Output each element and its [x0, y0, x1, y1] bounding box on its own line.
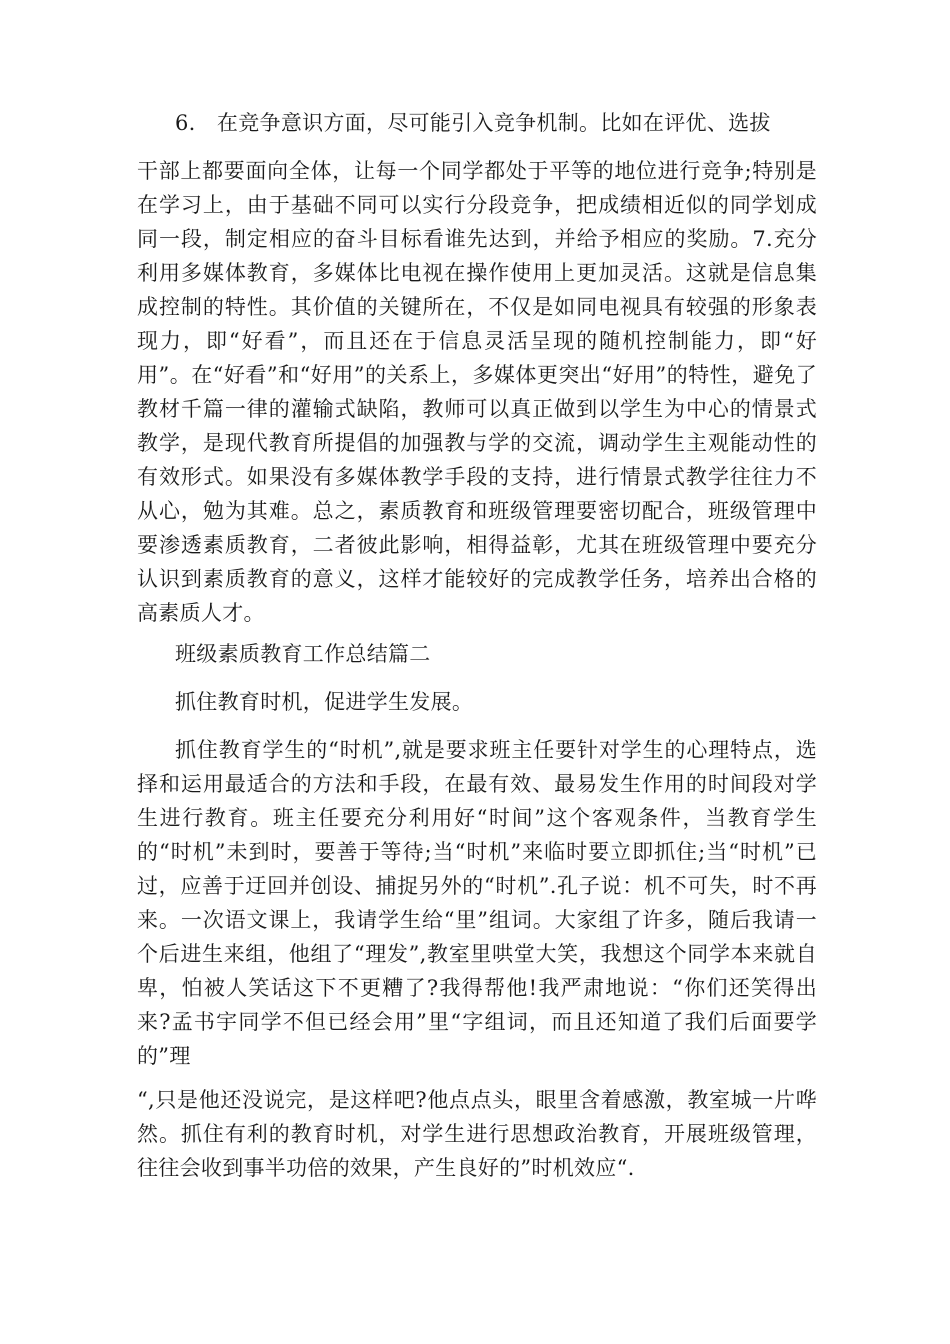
paragraph-competition-multimedia: 干部上都要面向全体，让每一个同学都处于平等的地位进行竞争;特别是在学习上，由于基础不同可以实行分段竞争，把成绩相近似的同学划成同一段，制定相应的奋斗目标看谁先达到，并给予相应的奖励。7.充分利用多媒体教育，多媒体比电视在操作使用上更加灵活。这就是信息集成控制的特性。其价值的关键所在，不仅是如同电视具有较强的形象表现力，即“好看”，而且还在于信息灵活呈现的随机控制能力，即“好用”。在“好看”和“好用”的关系上，多媒体更突出“好用”的特性，避免了教材千篇一律的灌输式缺陷，教师可以真正做到以学生为中心的情景式教学，是现代教育所提倡的加强教与学的交流，调动学生主观能动性的有效形式。如果没有多媒体教学手段的支持，进行情景式教学往往力不从心，勉为其难。总之，素质教育和班级管理要密切配合，班级管理中要渗透素质教育，二者彼此影响，相得益彰，尤其在班级管理中要充分认识到素质教育的意义，这样才能较好的完成教学任务，培养出合格的高素质人才。 — [137, 159, 817, 625]
section-subheading: 抓住教育时机，促进学生发展。 — [175, 690, 474, 714]
section-heading: 班级素质教育工作总结篇二 — [175, 642, 431, 666]
paragraph-timing-effect: “,只是他还没说完，是这样吧?他点点头，眼里含着感激，教室城一片哗然。抓住有利的教育时机，对学生进行思想政治教育，开展班级管理，往往会收到事半功倍的效果，产生良好的”时机效应“. — [137, 1088, 817, 1180]
paragraph-competition-item: 6. 在竞争意识方面，尽可能引入竞争机制。比如在评优、选拔 — [175, 111, 771, 135]
paragraph-education-timing: 抓住教育学生的“时机”,就是要求班主任要针对学生的心理特点，选择和运用最适合的方法和手段，在最有效、最易发生作用的时间段对学生进行教育。班主任要充分利用好“时间”这个客观条件，当教育学生的“时机”未到时，要善于等待;当“时机”来临时要立即抓住;当“时机”已过，应善于迂回并创设、捕捉另外的“时机”.孔子说：机不可失，时不再来。一次语文课上，我请学生给“里”组词。大家组了许多，随后我请一个后进生来组，他组了“理发”,教室里哄堂大笑，我想这个同学本来就自卑，怕被人笑话这下不更糟了?我得帮他!我严肃地说：“你们还笑得出来?孟书宇同学不但已经会用”里“字组词，而且还知道了我们后面要学的”理 — [137, 738, 817, 1068]
